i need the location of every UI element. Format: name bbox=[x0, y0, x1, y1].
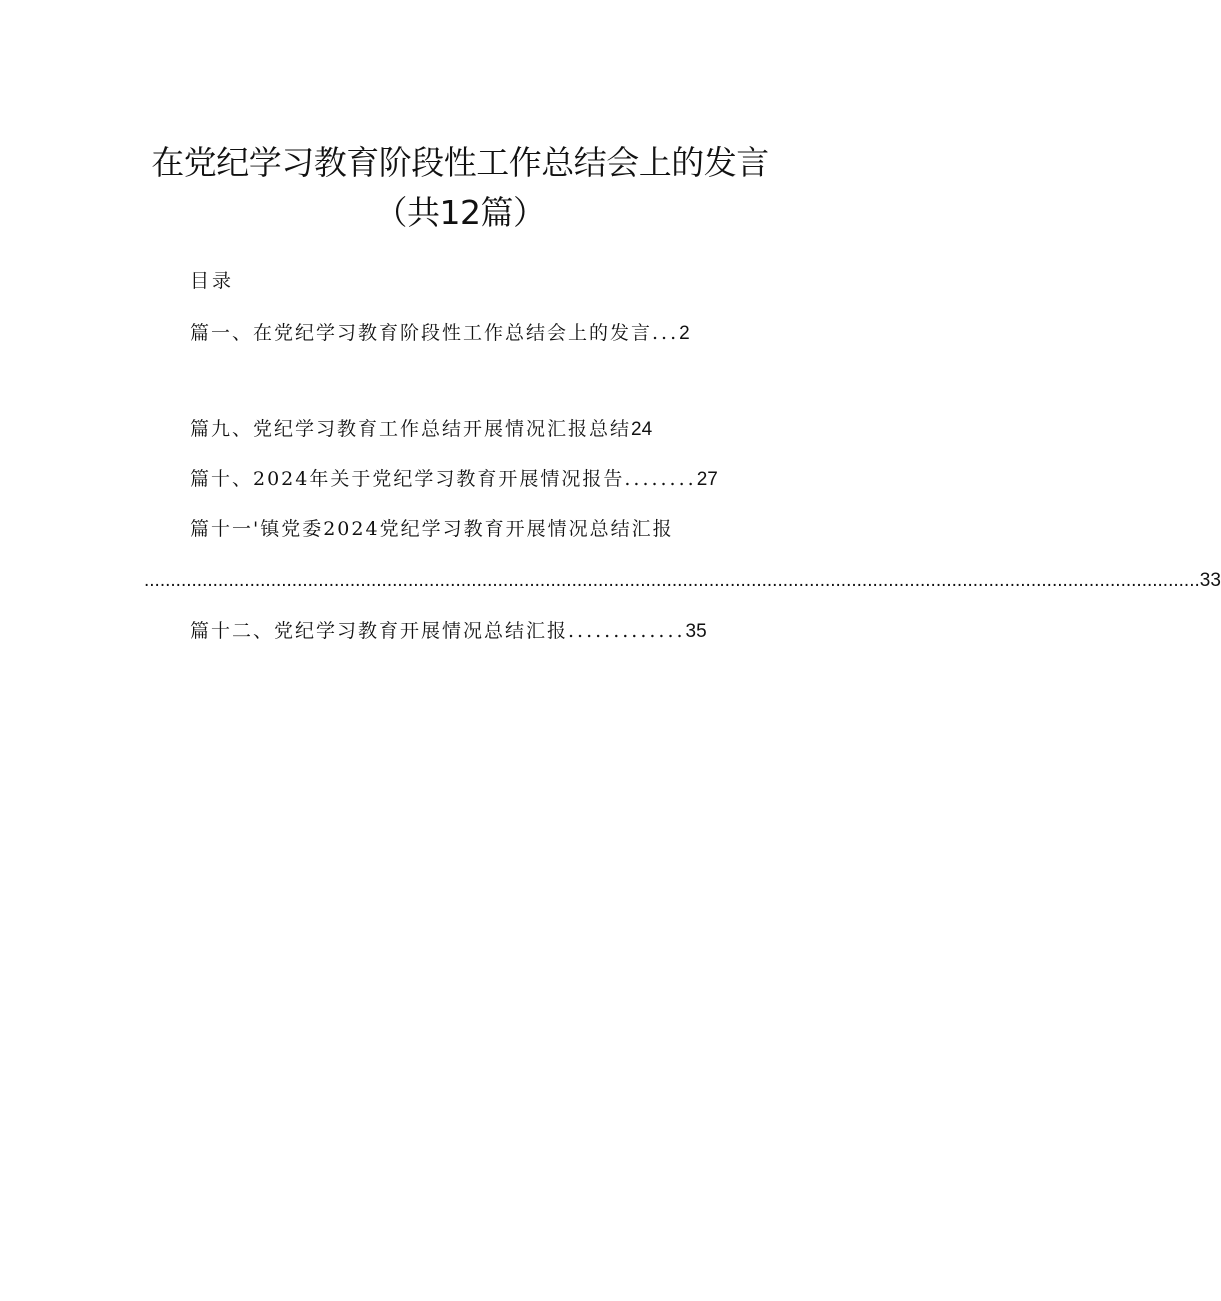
toc-entry-label: 篇十、2024年关于党纪学习教育开展情况报告 bbox=[190, 468, 625, 490]
toc-entry-label: 篇十一'镇党委2024党纪学习教育开展情况总结汇报 bbox=[190, 518, 674, 540]
toc-entry-leader: ............. bbox=[568, 620, 686, 642]
toc-entry[interactable] bbox=[190, 516, 674, 543]
toc-entry-leader: ... bbox=[652, 322, 680, 344]
toc-entry-page: 2 bbox=[679, 323, 690, 344]
toc-entry-leader-line: ........................................................................................................................................................................................................ bbox=[144, 570, 1200, 591]
toc-entry-label: 篇九、党纪学习教育工作总结开展情况汇报总结 bbox=[190, 418, 632, 440]
toc-heading: 目录 bbox=[190, 270, 235, 292]
toc-entry-page: 27 bbox=[696, 469, 718, 490]
document-title: 在党纪学习教育阶段性工作总结会上的发言（共12篇） bbox=[151, 143, 769, 232]
toc-entry-page: 24 bbox=[631, 419, 653, 440]
toc-entry[interactable] bbox=[190, 618, 707, 645]
toc-entry-leader: ........ bbox=[624, 468, 697, 490]
toc-entry-label: 篇十二、党纪学习教育开展情况总结汇报 bbox=[190, 620, 569, 642]
toc-entry[interactable] bbox=[190, 320, 690, 347]
toc-entry-continuation[interactable] bbox=[144, 568, 1221, 594]
toc-entry[interactable] bbox=[190, 466, 718, 493]
toc-entry-page: 35 bbox=[685, 621, 707, 642]
toc-entry[interactable] bbox=[190, 416, 652, 443]
toc-entry-page: 33 bbox=[1199, 570, 1221, 591]
toc-entry-label: 篇一、在党纪学习教育阶段性工作总结会上的发言 bbox=[190, 322, 653, 344]
